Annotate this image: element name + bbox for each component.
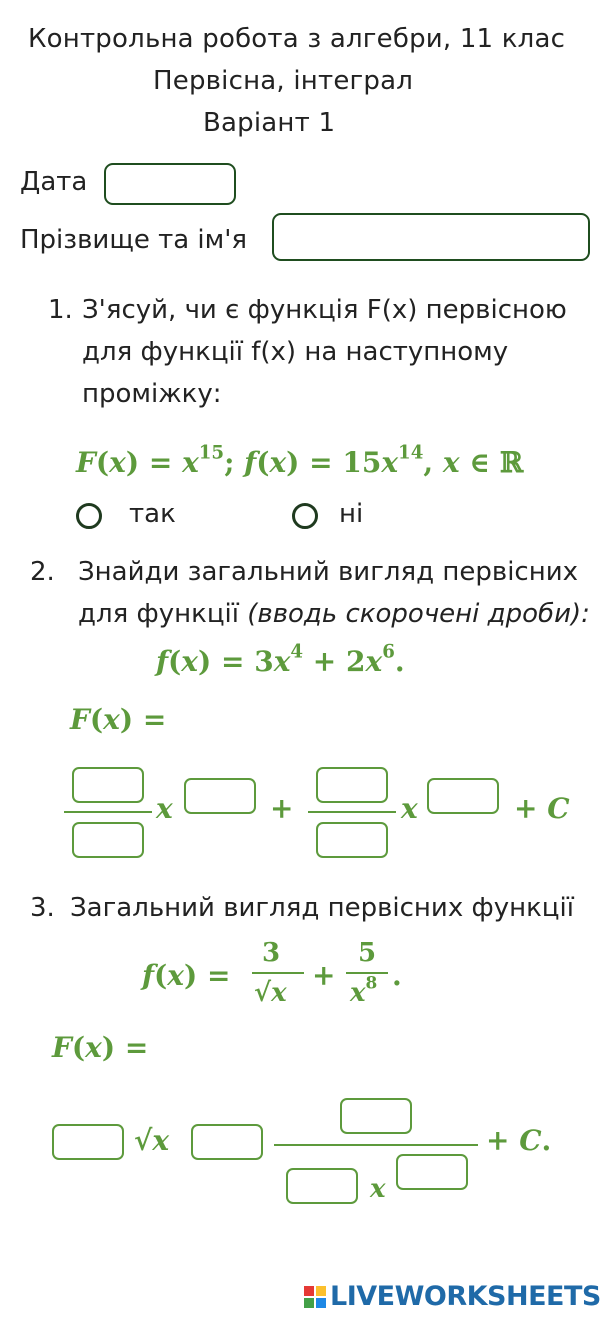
radio-no[interactable] <box>292 503 318 529</box>
q3-frac1-denominator: √x <box>254 978 287 1008</box>
q1-text-line2: для функції f(x) на наступному <box>82 337 509 367</box>
worksheet-subtitle: Первісна, інтеграл <box>153 66 414 96</box>
q3-formula-plus: + <box>312 959 336 992</box>
q1-number: 1. <box>48 295 73 325</box>
q2-text-plain: для функції <box>78 599 248 629</box>
date-input[interactable] <box>104 163 236 205</box>
q2-numerator-1-input[interactable] <box>72 767 144 803</box>
worksheet-title: Контрольна робота з алгебри, 11 клас <box>28 24 566 54</box>
q2-plus-c: + C <box>514 792 570 825</box>
q2-denominator-1-input[interactable] <box>72 822 144 858</box>
q3-fraction-bar <box>274 1144 478 1146</box>
option-yes-label: так <box>129 499 176 529</box>
q3-frac2-denominator: $x^8$ <box>350 972 378 1008</box>
q3-x: x <box>370 1174 386 1204</box>
q2-exponent-1-input[interactable] <box>184 778 256 814</box>
date-label: Дата <box>20 167 88 197</box>
q3-frac1-bar <box>252 972 304 974</box>
q3-formula-period: . <box>392 959 402 992</box>
q2-text-hint: (вводь скорочені дроби): <box>247 599 590 629</box>
q3-numerator-input[interactable] <box>340 1098 412 1134</box>
q1-text-line3: проміжку: <box>82 379 222 409</box>
q3-exponent-input[interactable] <box>396 1154 468 1190</box>
variant-label: Варіант 1 <box>203 108 336 138</box>
q2-numerator-2-input[interactable] <box>316 767 388 803</box>
q3-denominator-input[interactable] <box>286 1168 358 1204</box>
q3-answer-prefix: F(x) = <box>52 1031 149 1064</box>
name-label: Прізвище та ім'я <box>20 225 248 255</box>
q2-exponent-2-input[interactable] <box>427 778 499 814</box>
q2-number: 2. <box>30 557 55 587</box>
q3-frac2-numerator: 5 <box>358 938 377 968</box>
q2-answer-prefix: F(x) = <box>70 703 167 736</box>
liveworksheets-logo-icon <box>304 1286 326 1308</box>
liveworksheets-logo-text[interactable]: LIVEWORKSHEETS <box>330 1281 601 1312</box>
q2-plus: + <box>270 792 294 825</box>
q3-frac1-numerator: 3 <box>262 938 281 968</box>
q3-number: 3. <box>30 893 55 923</box>
q2-text-line1: Знайди загальний вигляд первісних <box>78 557 578 587</box>
q2-fraction-bar-2 <box>308 811 396 813</box>
q2-denominator-2-input[interactable] <box>316 822 388 858</box>
q2-fraction-bar-1 <box>64 811 152 813</box>
q3-text-line1: Загальний вигляд первісних функції <box>70 893 574 923</box>
radio-yes[interactable] <box>76 503 102 529</box>
q2-text-line2 <box>78 593 590 635</box>
q3-plus-c: + C. <box>486 1124 552 1157</box>
q3-sign-input[interactable] <box>191 1124 263 1160</box>
name-input[interactable] <box>272 213 590 261</box>
q3-formula-lhs: f(x) = <box>142 959 231 992</box>
q1-formula: $F(x) = x^{15}$; $f(x) = 15x^{14}$, x ∈ ℝ <box>76 442 524 479</box>
q3-coefficient-1-input[interactable] <box>52 1124 124 1160</box>
q2-x-2: x <box>401 792 418 825</box>
q1-text-line1: З'ясуй, чи є функція F(x) первісною <box>82 295 567 325</box>
q2-formula: $f(x) = 3x^4 + 2x^6$. <box>156 641 405 678</box>
q3-sqrt-x: √x <box>134 1124 170 1157</box>
option-no-label: ні <box>339 499 364 529</box>
q2-x-1: x <box>156 792 173 825</box>
